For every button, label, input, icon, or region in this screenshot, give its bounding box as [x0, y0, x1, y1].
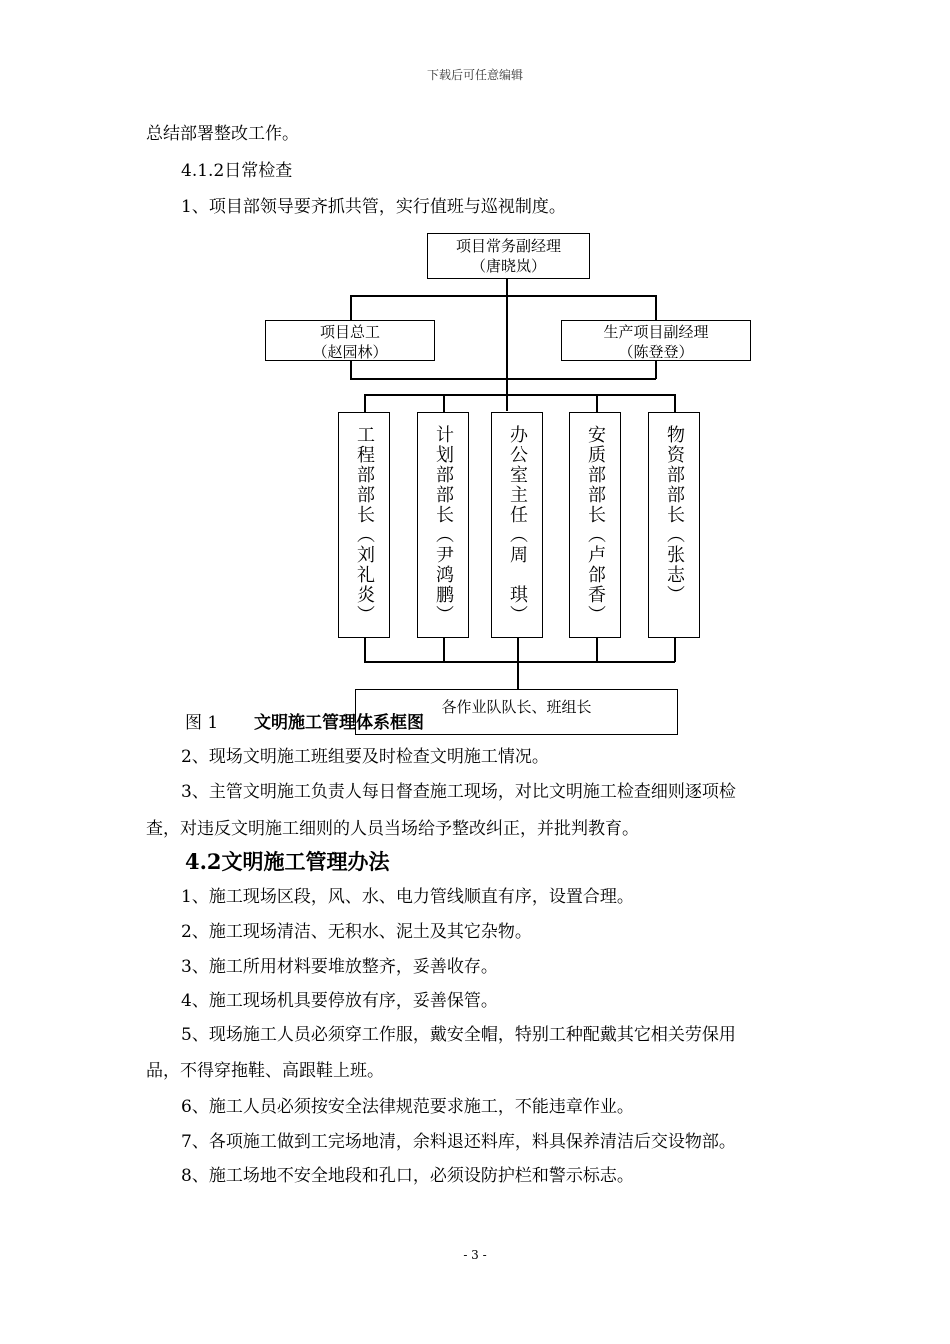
section-heading: 4.2文明施工管理办法 [185, 849, 390, 874]
org-box-dept [417, 412, 469, 638]
dept-label: 办公室主任（周 琪） [507, 425, 528, 625]
org-box-dept [338, 412, 390, 638]
list-item: 3、施工所用材料要堆放整齐，妥善收存。 [181, 957, 498, 977]
org-box-dept [569, 412, 621, 638]
connector-line [655, 295, 657, 321]
org-box-right [561, 320, 751, 361]
connector-line [443, 638, 445, 662]
org-box-left [265, 320, 435, 361]
list-item: 5、现场施工人员必须穿工作服，戴安全帽，特别工种配戴其它相关劳保用 [181, 1025, 736, 1045]
dept-label: 计划部部长（尹鸿鹏） [433, 425, 454, 625]
connector-line [655, 361, 657, 379]
list-item: 1、施工现场区段，风、水、电力管线顺直有序，设置合理。 [181, 887, 634, 907]
connector-line [506, 279, 508, 411]
list-item: 2、施工现场清洁、无积水、泥土及其它杂物。 [181, 922, 532, 942]
list-item: 6、施工人员必须按安全法律规范要求施工，不能违章作业。 [181, 1097, 634, 1117]
connector-line [443, 394, 445, 412]
connector-line [596, 394, 598, 412]
list-item: 7、各项施工做到工完场地清，余料退还料库，料具保养清洁后交设物部。 [181, 1132, 736, 1152]
subsection-heading: 4.1.2日常检查 [181, 161, 293, 181]
page-header: 下载后可任意编辑 [426, 68, 523, 82]
connector-line [350, 378, 656, 380]
list-item: 1、项目部领导要齐抓共管，实行值班与巡视制度。 [181, 197, 566, 217]
connector-line [364, 638, 366, 662]
list-item: 3、主管文明施工负责人每日督查施工现场，对比文明施工检查细则逐项检 [181, 782, 736, 802]
list-item: 4、施工现场机具要停放有序，妥善保管。 [181, 991, 498, 1011]
org-role: 项目常务副经理 [455, 237, 561, 255]
connector-line [364, 394, 366, 412]
connector-line [364, 661, 675, 663]
connector-line [674, 638, 676, 662]
connector-line [517, 638, 519, 690]
connector-line [350, 295, 352, 321]
paragraph-line: 品，不得穿拖鞋、高跟鞋上班。 [146, 1061, 384, 1081]
dept-label: 安质部部长（卢郃香） [585, 425, 606, 625]
dept-label: 工程部部长（刘礼炎） [354, 425, 375, 625]
figure-label: 图 1 [185, 713, 219, 733]
paragraph-line: 查，对违反文明施工细则的人员当场给予整改纠正，并批判教育。 [146, 819, 639, 839]
paragraph-line: 总结部署整改工作。 [146, 124, 299, 144]
list-item: 8、施工场地不安全地段和孔口，必须设防护栏和警示标志。 [181, 1166, 634, 1186]
org-name: （唐晓岚） [470, 257, 546, 275]
org-role: 各作业队队长、班组长 [441, 698, 592, 716]
org-box-dept [648, 412, 700, 638]
dept-label: 物资部部长（张志） [664, 425, 685, 605]
org-role: 生产项目副经理 [603, 323, 709, 341]
connector-line [364, 394, 675, 396]
page-number: - 3 - [463, 1248, 487, 1262]
connector-line [350, 295, 656, 297]
org-name: （陈登登） [618, 343, 694, 361]
org-name: （赵园林） [312, 343, 388, 361]
list-item: 2、现场文明施工班组要及时检查文明施工情况。 [181, 747, 549, 767]
connector-line [596, 638, 598, 662]
connector-line [674, 394, 676, 412]
org-box-top [427, 233, 590, 279]
org-role: 项目总工 [319, 323, 380, 341]
figure-caption: 文明施工管理体系框图 [254, 713, 424, 733]
connector-line [350, 361, 352, 379]
org-box-dept [491, 412, 543, 638]
